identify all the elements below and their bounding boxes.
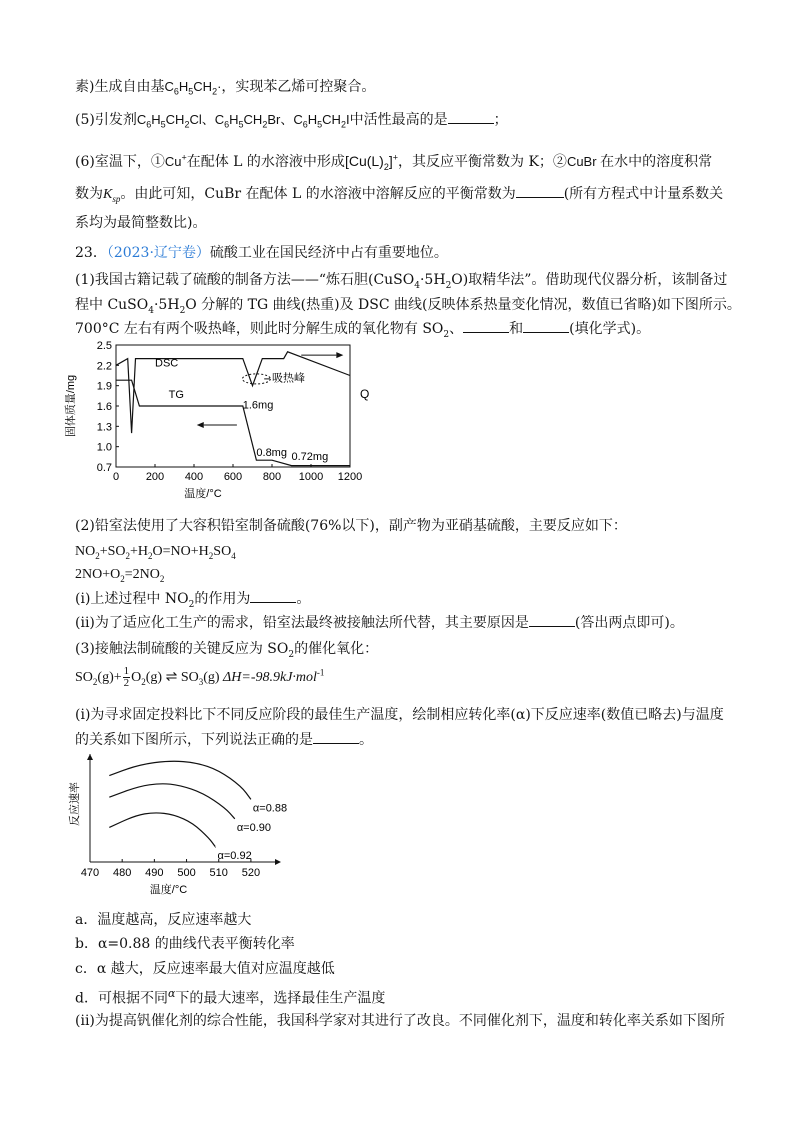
y-tick-label: 1.0 [96,441,112,454]
y-tick-label: 1.9 [96,380,112,393]
text: 700°C 左右有两个吸热峰，则此时分解生成的氧化物有 SO [75,321,444,337]
y-axis-label: 反应速率 [69,782,81,826]
blank[interactable] [448,111,494,124]
text: (3)接触法制硫酸的关键反应为 SO [75,641,289,657]
eq-text: $SO_2(g)+$ $\frac{1}{2}$ $O_2(g)$ ⇌ $SO_3(g)$ ΔH=-98.9kJ·mol$^{-1}$ [75,665,325,689]
x-tick-label: 1000 [298,471,324,483]
tg-dsc-plot [63,340,369,500]
eq-text: $NO_2+SO_2+H_2O=NO+H_2SO_4$ [75,544,236,561]
annotation-dsc: DSC [155,357,179,370]
y-tick-label: 1.3 [96,421,112,434]
series-line [109,813,215,847]
arrow-tg-head [197,422,204,428]
x-axis-label: 温度/°C [149,884,188,896]
text: 。 [359,732,373,748]
x-tick-label: 490 [145,867,164,879]
text: 的关系如下图所示，下列说法正确的是 [75,732,313,748]
text: 。由此可知，CuBr 在配体 L 的水溶液中溶解反应的平衡常数为 [120,186,516,202]
x-tick-label: 500 [177,867,196,879]
text: (ii)为了适应化工生产的需求，铅室法最终被接触法所代替，其主要原因是 [75,615,529,631]
q5-line [75,111,508,129]
x-tick-label: 520 [241,867,261,879]
text: 的作用为 [194,591,251,607]
blank[interactable] [313,731,359,744]
series-label: α=0.90 [236,821,272,834]
formula-complex: $[Cu(L)_2]^+$ [344,152,399,172]
x-tick-label: 510 [209,867,228,879]
question-stem: 硫酸工业在国民经济中占有重要地位。 [209,245,448,261]
formula-initiators: $C_6H_5CH_2Cl$、$C_6H_5CH_2Br$、$C_6H_5CH_2I$ [136,112,350,130]
text: 数为 [75,186,103,202]
blank[interactable] [529,614,575,627]
x-tick-label: 400 [184,471,204,483]
annotation-1-6mg: 1.6mg [242,399,274,412]
y-tick-label: 1.6 [96,401,112,413]
text: (答出两点即可)。 [574,615,684,631]
x-tick-label: 1200 [337,471,363,483]
series-line [109,784,235,819]
eq-text: $2NO+O_2=2NO_2$ [75,567,165,584]
line-radical [75,78,375,96]
y2-axis-label: Q [360,387,370,401]
annotation-endothermic-peak: 吸热峰 [272,372,305,385]
text: 中活性最高的是 [349,112,448,128]
x-tick-label: 470 [80,867,100,879]
y-tick-label: 0.7 [96,462,112,474]
arrow-heating-head [336,352,343,358]
question-source: （2023·辽宁卷） [106,245,210,261]
series-line [109,761,251,799]
y-axis-label: 固体质量/mg [65,374,77,438]
annotation-0-8mg: 0.8mg [256,447,287,460]
text: (6)室温下，① [75,154,165,170]
option-b[interactable]: b．α=0.88 的曲线代表平衡转化率 [75,936,295,952]
q6-line [75,152,712,171]
blank[interactable] [250,590,296,603]
equation-3 [75,666,324,692]
part3-stem: (3)接触法制硫酸的关键反应为 $SO_2$的催化氧化： [75,641,379,660]
text: 的催化氧化： [294,641,379,657]
text: 在水中的溶度积常 [600,154,713,170]
q6-line3: 系均为最简整数比)。 [75,215,207,231]
q23-header [75,244,448,262]
text: 在配体 L 的水溶液中形成 [186,154,345,170]
x-axis-label: 温度/°C [184,488,222,500]
text: (所有方程式中计量系数关 [563,186,724,202]
text: (填化学式)。 [569,321,651,337]
part2-i: (i)上述过程中 $NO_2$的作用为 。 [75,591,311,610]
text: ，实现苯乙烯可控聚合。 [221,79,376,95]
blank[interactable] [463,320,509,333]
x-axis-arrow [275,859,281,865]
option-a[interactable]: a．温度越高，反应速率越大 [75,912,252,928]
formula-ksp: $K_{sp}$ [103,187,121,204]
text: ； [493,112,508,128]
text: 和 [509,321,524,337]
y-tick-label: 2.2 [96,360,112,373]
series-dsc-line [116,352,350,433]
text: ·5H [153,297,180,313]
text: 程中 CuSO [75,297,149,313]
text: ，其反应平衡常数为 K；② [398,154,567,170]
blank[interactable] [516,185,564,198]
q6-line2 [75,185,723,204]
text: (1)我国古籍记载了硫酸的制备方法——“炼石胆(CuSO [75,272,415,288]
part2-ii [75,614,684,632]
formula-cu-ion: Cu+ [164,152,187,169]
text: 、 [449,321,464,337]
x-tick-label: 600 [223,471,243,483]
rate-temperature-chart [62,748,288,900]
delta-h: ΔH=-98.9kJ·mol [223,669,317,685]
text: 。 [296,591,311,607]
part1-line1: (1)我国古籍记载了硫酸的制备方法——“炼石胆$(CuSO_4\cdot 5H_2O)$取精华法”。借助现代仪器分析，该制备过 [75,272,728,291]
equation-1 [75,543,236,561]
formula-benzyl-radical: $C_6H_5CH_2\cdot$ [164,79,222,97]
formula-cubr: CuBr [566,154,601,169]
text: O)取精华法”。借助现代仪器分析，该制备过 [451,272,728,288]
series-label: α=0.88 [252,802,288,815]
y-axis-arrow [87,754,93,760]
part3-i-line1: (i)为寻求固定投料比下不同反应阶段的最佳生产温度，绘制相应转化率(α)下反应速率(数值已略去)与温度 [75,707,724,723]
text: 素)生成自由基 [75,79,165,95]
annotation-0-72mg: 0.72mg [291,451,329,464]
part1-line2: 程中 $CuSO_4\cdot 5H_2O$ 分解的 TG 曲线(热重)及 DSC 曲线(反映体系热量变化情况，数值已省略)如下图所示。 [75,297,741,316]
text: (i)上述过程中 NO [75,591,189,607]
x-tick-label: 800 [262,471,282,483]
text: 下的最大速率，选择最佳生产温度 [175,990,386,1007]
rate-plot [67,754,287,896]
blank[interactable] [523,320,569,333]
annotation-tg: TG [168,388,184,401]
text: (5)引发剂 [75,112,137,128]
series-label: α=0.92 [217,849,252,862]
option-d[interactable] [75,985,385,1008]
option-c[interactable]: c．α 越大，反应速率最大值对应温度越低 [75,961,335,977]
part1-line3: 700°C 左右有两个吸热峰，则此时分解生成的氧化物有 $SO_2$、 和 (填化学式)。 [75,321,651,340]
part3-ii: (ii)为提高钒催化剂的综合性能，我国科学家对其进行了改良。不同催化剂下，温度和转化率关系如下图所 [75,1013,725,1029]
x-tick-label: 0 [112,471,120,483]
x-tick-label: 480 [113,867,132,879]
text: ·5H [419,272,446,288]
alpha-symbol: α [167,987,176,1000]
question-number: 23． [75,245,107,261]
y-tick-label: 2.5 [96,340,112,352]
tg-dsc-chart [60,335,370,505]
text: O 分解的 TG 曲线(热重)及 DSC 曲线(反映体系热量变化情况，数值已省略)如下图所示。 [185,297,741,313]
text: d．可根据不同 [75,990,168,1007]
equation-2 [75,566,164,584]
part2-stem: (2)铅室法使用了大容积铅室制备硫酸(76%以下)，副产物为亚硝基硫酸，主要反应如下： [75,518,627,534]
part3-i-line2 [75,731,373,749]
x-tick-label: 200 [145,471,165,483]
